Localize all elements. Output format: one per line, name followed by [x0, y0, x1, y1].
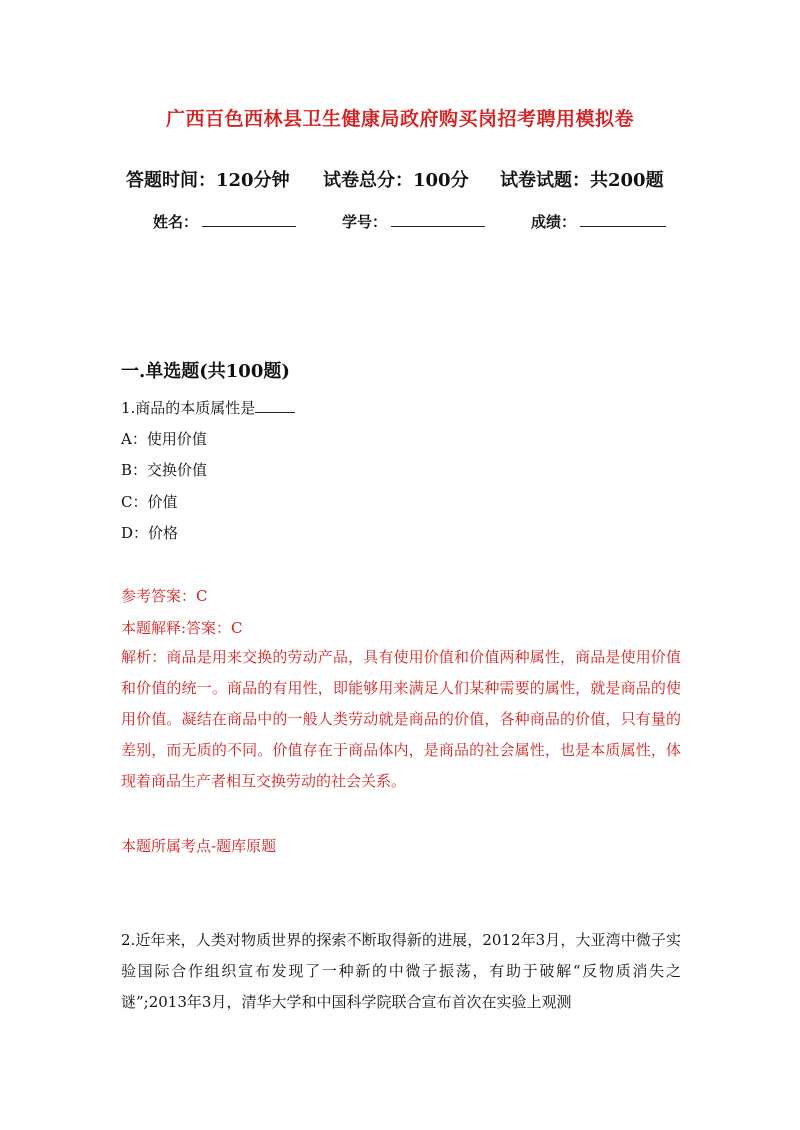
analysis-answer: 本题解释:答案：C [121, 619, 243, 637]
question-1-stem [121, 397, 295, 418]
name-blank [202, 224, 296, 227]
explanation-text: 解析：商品是用来交换的劳动产品，具有使用价值和价值两种属性，商品是使用价值和价值的统一。商品的有用性，即能够用来满足人们某种需要的属性，就是商品的使用价值。凝结在商品中的一般人类劳动就是商品的价值，各种商品的价值，只有量的差别，而无质的不同。价值存在于商品体内，是商品的社会属性，也是本质属性，体现着商品生产者相互交换劳动的社会关系。 [121, 648, 681, 790]
option-c: C：价值 [121, 493, 178, 511]
id-blank [391, 224, 485, 227]
name-label: 姓名： [153, 213, 199, 231]
section-heading: 一.单选题(共100题) [121, 361, 290, 382]
exam-total-questions: 试卷试题：共200题 [500, 170, 664, 191]
question-source: 本题所属考点-题库原题 [121, 837, 277, 855]
score-blank [580, 224, 666, 227]
exam-total-score: 试卷总分：100分 [323, 170, 469, 191]
name-field [153, 211, 296, 232]
option-d: D：价格 [121, 524, 179, 542]
question-2-stem: 2.近年来，人类对物质世界的探索不断取得新的进展，2012年3月，大亚湾中微子实验国际合作组织宣布发现了一种新的中微子振荡，有助于破解“反物质消失之谜”;2013年3月，清华大学和中国科学院联合宣布首次在实验上观测 [121, 931, 681, 1011]
question-1-text: 1.商品的本质属性是 [121, 399, 256, 417]
id-label: 学号： [342, 213, 388, 231]
id-field [342, 211, 485, 232]
exam-duration: 答题时间：120分钟 [126, 170, 290, 191]
score-field [531, 211, 666, 232]
option-b: B：交换价值 [121, 461, 208, 479]
answer-blank [255, 398, 295, 413]
option-a: A：使用价值 [121, 430, 207, 448]
score-label: 成绩： [531, 213, 577, 231]
reference-answer: 参考答案：C [121, 587, 208, 605]
exam-title: 广西百色西林县卫生健康局政府购买岗招考聘用模拟卷 [165, 108, 634, 130]
